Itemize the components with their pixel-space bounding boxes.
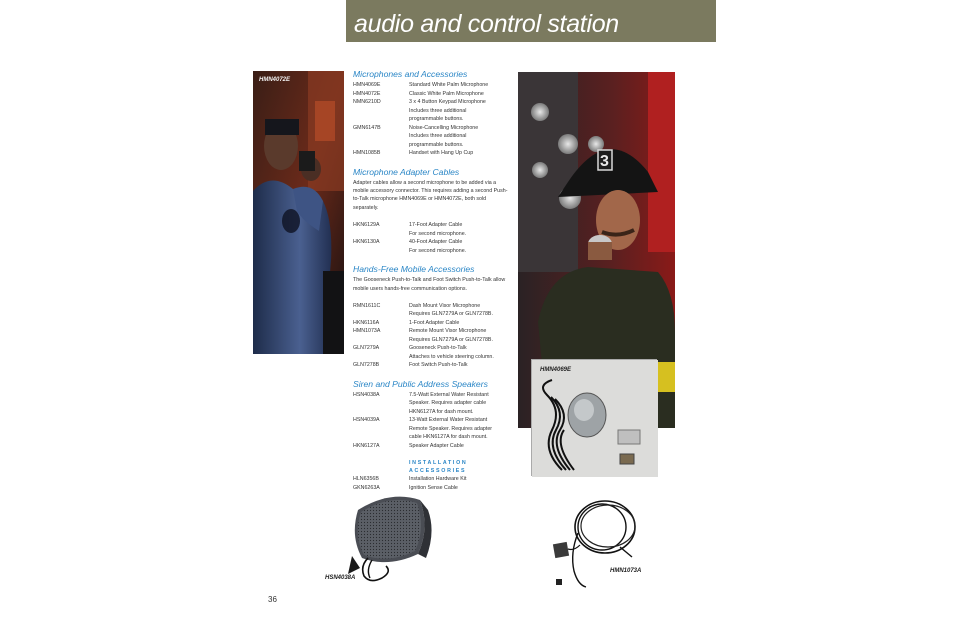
product-description: 13-Watt External Water Resistant [409,417,488,424]
product-code [353,230,409,239]
product-code: HKN6130A [353,239,380,246]
product-row [353,336,511,345]
product-code: GKN6263A [353,484,380,491]
product-list-column [353,69,511,492]
left-photo-caption: HMN4072E [259,77,291,83]
section-title: Hands-Free Mobile Accessories [353,264,475,275]
product-code [353,247,409,256]
product-description: Attaches to vehicle steering column. [409,353,494,360]
product-row [353,425,511,434]
section-intro: Adapter cables allow a second microphone to be added via a mobile accessory connector. This requires adding a second Push-to-Talk microphone HMN4069E or HMN4072E, both sold separately. [353,179,508,211]
section-title: Microphones and Accessories [353,69,468,79]
speaker-caption: HSN4038A [325,575,356,581]
microphone-illustration [532,360,658,477]
product-code: HMN4072E [353,90,381,97]
product-code [353,310,409,319]
product-description: Requires GLN7279A or GLN7278B. [409,336,493,343]
product-code [353,433,409,442]
product-description: Standard White Palm Microphone [409,82,489,88]
police-officer-illustration [253,71,344,354]
product-row [353,230,511,239]
product-code [353,399,409,408]
microphone-photo [531,359,657,476]
product-description: Installation Hardware Kit [409,476,467,483]
product-code: HMN1073A [353,328,381,335]
product-row [353,141,511,150]
product-description: 17-Foot Adapter Cable [409,222,463,229]
product-description: Handset with Hang Up Cup [409,150,474,156]
product-code: HKN6127A [353,442,380,449]
product-description: Gooseneck Push-to-Talk [409,345,467,352]
product-code: GLN7278B [353,362,380,369]
product-description: Includes three additional [409,107,467,114]
product-code: NMN6210D [353,99,381,105]
product-row [353,361,511,370]
product-row [353,310,511,319]
product-row [353,442,511,451]
product-code [353,115,409,124]
product-description: Ignition Sense Cable [409,484,458,491]
product-description: For second microphone. [409,247,467,254]
product-row [353,302,511,311]
page-title-bar [346,0,716,42]
product-code: HMN1085B [353,150,381,156]
installation-heading: INSTALLATION ACCESSORIES [409,460,468,475]
product-code: RMN1611C [353,302,381,309]
section-title: Siren and Public Address Speakers [353,378,488,389]
page-title: audio and control station [354,10,619,38]
product-code: GMN6147B [353,124,381,131]
product-row [353,344,511,353]
product-row [353,319,511,328]
microphone-caption: HMN4069E [540,367,572,373]
product-row [353,81,511,90]
product-row [353,238,511,247]
product-code [353,353,409,362]
product-code: HLN6356B [353,476,379,483]
product-description: Classic White Palm Microphone [409,90,484,97]
product-row [353,247,511,256]
police-officer-photo [253,71,344,354]
speaker-illustration [330,488,442,588]
cable-caption: HMN1073A [610,568,642,574]
product-code: HSN4039A [353,417,380,424]
section-title: Microphone Adapter Cables [353,166,460,177]
product-description: Remote Mount Visor Microphone [409,328,487,335]
product-code [353,425,409,434]
product-row [353,115,511,124]
product-description: 7.5-Watt External Water Resistant [409,391,489,398]
product-code [353,141,409,150]
cable-photo [550,493,645,590]
product-description: For second microphone. [409,230,467,237]
product-description: Foot Switch Push-to-Talk [409,362,468,369]
product-description: HKN6127A for dash mount. [409,408,474,415]
product-code [353,132,409,141]
product-row [353,124,511,133]
product-description: programmable buttons. [409,116,464,122]
product-row [353,98,511,107]
product-code: HMN4069E [353,82,381,88]
speaker-photo [325,488,442,588]
product-description: Speaker Adapter Cable [409,442,464,449]
section-intro: The Gooseneck Push-to-Talk and Foot Switch Push-to-Talk allow mobile users hands-free communication options. [353,277,506,292]
product-row [353,221,511,230]
product-row [353,327,511,336]
product-row [353,353,511,362]
product-description: cable HKN6127A for dash mount. [409,434,488,441]
product-description: 1-Foot Adapter Cable [409,319,460,326]
product-row [353,408,511,417]
product-row [353,399,511,408]
product-row [353,149,511,158]
product-code [353,107,409,116]
product-description: Dash Mount Visor Microphone [409,302,481,309]
product-row [353,90,511,99]
product-row [353,107,511,116]
product-row [353,433,511,442]
product-code: HSN4038A [353,391,380,398]
page-number: 36 [268,595,277,604]
product-code: HKN6129A [353,222,380,229]
product-code [353,336,409,345]
product-description: Speaker. Requires adapter cable [409,400,487,407]
product-description: 3 x 4 Button Keypad Microphone [409,99,486,105]
product-code: GLN7279A [353,345,380,352]
product-description: 40-Foot Adapter Cable [409,239,463,246]
product-row [353,391,511,400]
product-description: Requires GLN7279A or GLN7278B. [409,311,493,318]
product-code: HKN6116A [353,319,380,326]
product-row [353,416,511,425]
product-description: Includes three additional [409,133,467,139]
product-description: programmable buttons. [409,141,464,148]
product-description: Noise-Cancelling Microphone [409,124,479,131]
product-description: Remote Speaker. Requires adapter [409,425,493,432]
product-row [353,475,511,484]
product-code [353,408,409,417]
cable-illustration [550,493,645,590]
product-row [353,132,511,141]
svg-text:3: 3 [600,153,609,170]
